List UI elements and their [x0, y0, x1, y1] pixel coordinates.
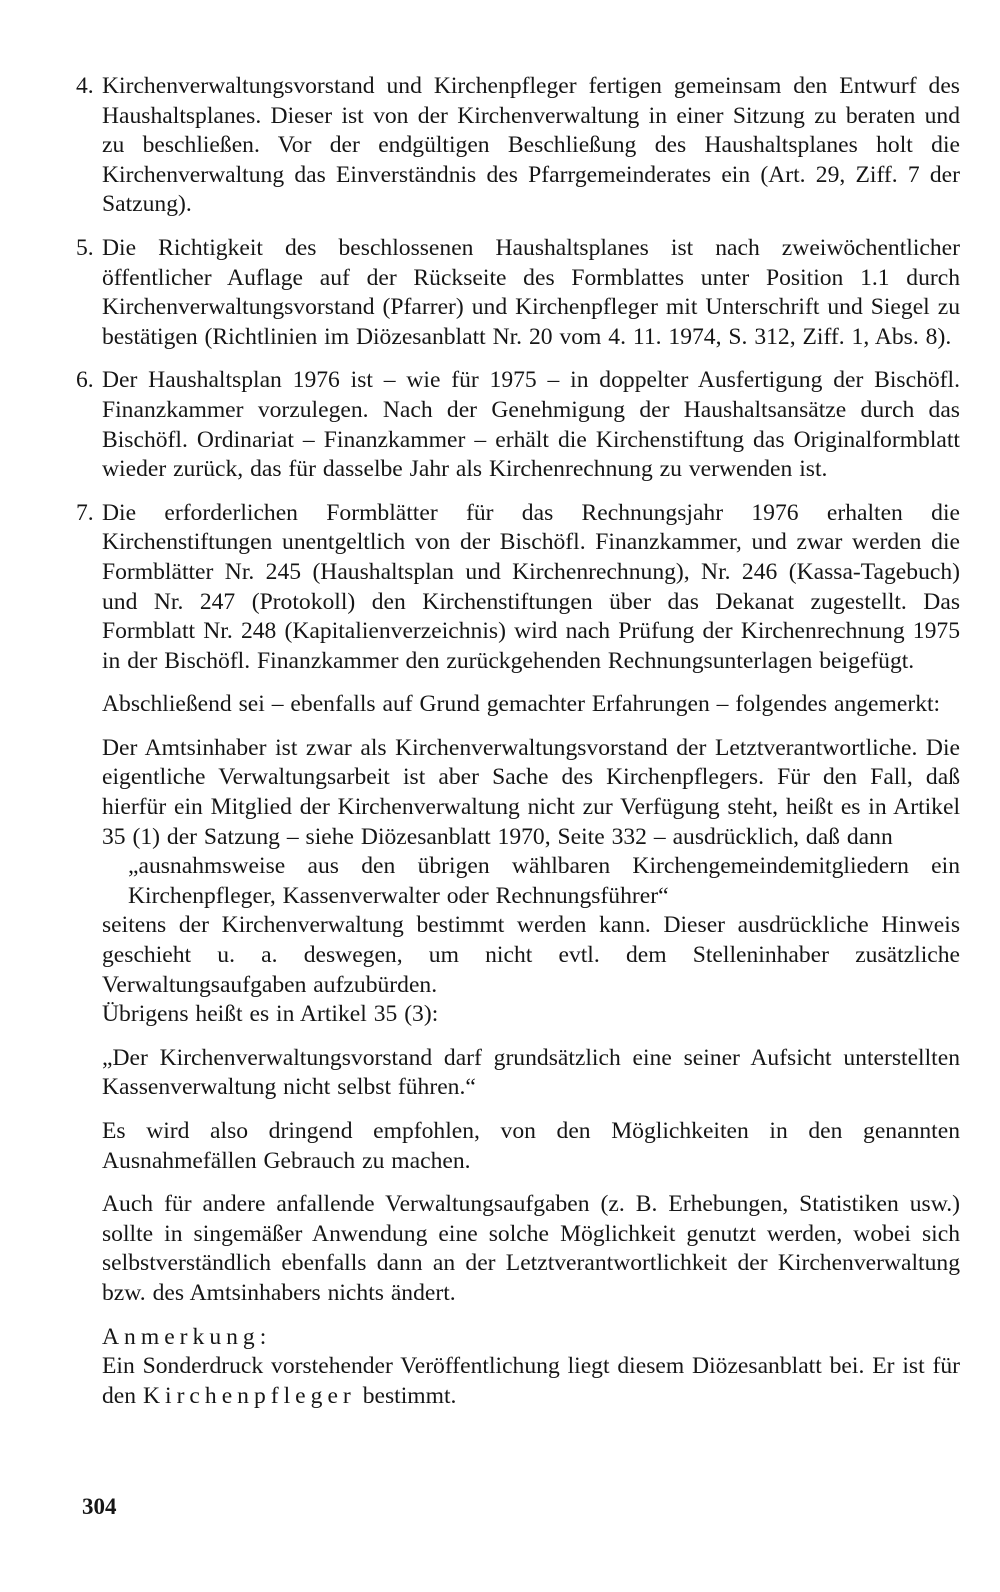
item-text: Die erforderlichen Formblätter für das Rechnungsjahr 1976 erhalten die Kirchenstiftungen unentgeltlich von der Bischöfl. Finanzkammer, und zwar werden die Formblätter Nr. 245 (Haushaltsplan und Kirchenrechnung), Nr. 246 (Kassa-Tagebuch) und Nr. 247 (Protokoll) den Kirchenstiftungen über das Dekanat zugestellt. Das Formblatt Nr. 248 (Kapitalienverzeichnis) wird nach Prüfung der Kirchenrechnung 1975 in der Bischöfl. Finanzkammer den zurückgehenden Rechnungsunterlagen beigefügt. — [102, 499, 960, 674]
item-number: 5. — [76, 234, 94, 261]
closing-paragraph-5: Auch für andere anfallende Verwaltungsaufgaben (z. B. Erhebungen, Statistiken usw.) sollte in singemäßer Anwendung eine solche Möglichkeit genutzt werden, wobei sich selbstverständlich ebenfalls dann an der Letztverantwortlichkeit der Kirchenverwaltung bzw. des Amtsinhabers nichts ändert. — [102, 1191, 960, 1306]
statute-quote-2: „Der Kirchenverwaltungsvorstand darf grundsätzlich eine seiner Aufsicht unterstellten Kassenverwaltung nicht selbst führen.“ — [102, 1044, 960, 1101]
item-text: Der Haushaltsplan 1976 ist – wie für 1975 – in doppelter Ausfertigung der Bischöfl. Finanzkammer vorzulegen. Nach der Genehmigung der Haushaltsansätze durch das Bischöfl. Ordinariat – Finanzkammer – erhält die Kirchenstiftung das Originalformblatt wieder zurück, das für dasselbe Jahr als Kirchenrechnung zu verwenden ist. — [102, 367, 960, 483]
note-text-before: Ein Sonderdruck vorstehender Veröffentlichung liegt diesem Diözesanblatt bei. Er ist für den — [102, 1353, 960, 1409]
item-text: Kirchenverwaltungsvorstand und Kirchenpfleger fertigen gemeinsam den Entwurf des Haushaltsplanes. Dieser ist von der Kirchenverwaltung in einer Sitzung zu beraten und zu beschließen. Vor der endgültigen Beschließung des Haushaltsplanes holt die Kirchenverwaltung das Einverständnis des Pfarrgemeinderates ein (Art. 29, Ziff. 7 der Satzung). — [102, 73, 960, 218]
item-number: 4. — [76, 73, 94, 99]
body-text — [76, 72, 960, 1411]
closing-paragraph-2: seitens der Kirchenverwaltung bestimmt werden kann. Dieser ausdrückliche Hinweis geschieht u. a. deswegen, um nicht evtl. dem Stelleninhaber zusätzliche Verwaltungsaufgaben aufzubürden. — [102, 912, 960, 998]
note-heading: Anmerkung: — [102, 1323, 272, 1350]
note-text — [102, 1352, 960, 1411]
item-text: Die Richtigkeit des beschlossenen Haushaltsplanes ist nach zweiwöchentlicher öffentlicher Auflage auf der Rückseite des Formblattes unter Position 1.1 durch Kirchenverwaltungsvorstand (Pfarrer) und Kirchenpfleger mit Unterschrift und Siegel zu bestätigen (Richtlinien im Diözesanblatt Nr. 20 vom 4. 11. 1974, S. 312, Ziff. 1, Abs. 8). — [102, 234, 960, 350]
statute-quote-1: „ausnahmsweise aus den übrigen wählbaren Kirchengemeindemitgliedern ein Kirchenpfleger, Kassenverwalter oder Rechnungsführer“ — [128, 853, 960, 909]
numbered-item-7 — [76, 499, 960, 677]
closing-paragraph-4: Es wird also dringend empfohlen, von den Möglichkeiten in den genannten Ausnahmefällen Gebrauch zu machen. — [102, 1118, 960, 1174]
closing-paragraph-3: Übrigens heißt es in Artikel 35 (3): — [102, 1001, 439, 1028]
closing-paragraph-1: Der Amtsinhaber ist zwar als Kirchenverwaltungsvorstand der Letztverantwortliche. Die eigentliche Verwaltungsarbeit ist aber Sache des Kirchenpflegers. Für den Fall, daß hierfür ein Mitglied der Kirchenverwaltung nicht zur Verfügung steht, heißt es in Artikel 35 (1) der Satzung – siehe Diözesanblatt 1970, Seite 332 – ausdrücklich, daß dann — [102, 734, 960, 850]
note-text-after: bestimmt. — [362, 1382, 457, 1409]
numbered-item-5 — [76, 234, 960, 352]
closing-intro: Abschließend sei – ebenfalls auf Grund gemachter Erfahrungen – folgendes angemerkt: — [102, 691, 941, 718]
item-number: 6. — [76, 367, 94, 394]
numbered-item-4 — [76, 72, 960, 220]
item-number: 7. — [76, 499, 94, 526]
page-number: 304 — [82, 1494, 117, 1519]
note-emphasis: Kirchenpfleger — [142, 1382, 356, 1409]
numbered-item-6 — [76, 366, 960, 484]
